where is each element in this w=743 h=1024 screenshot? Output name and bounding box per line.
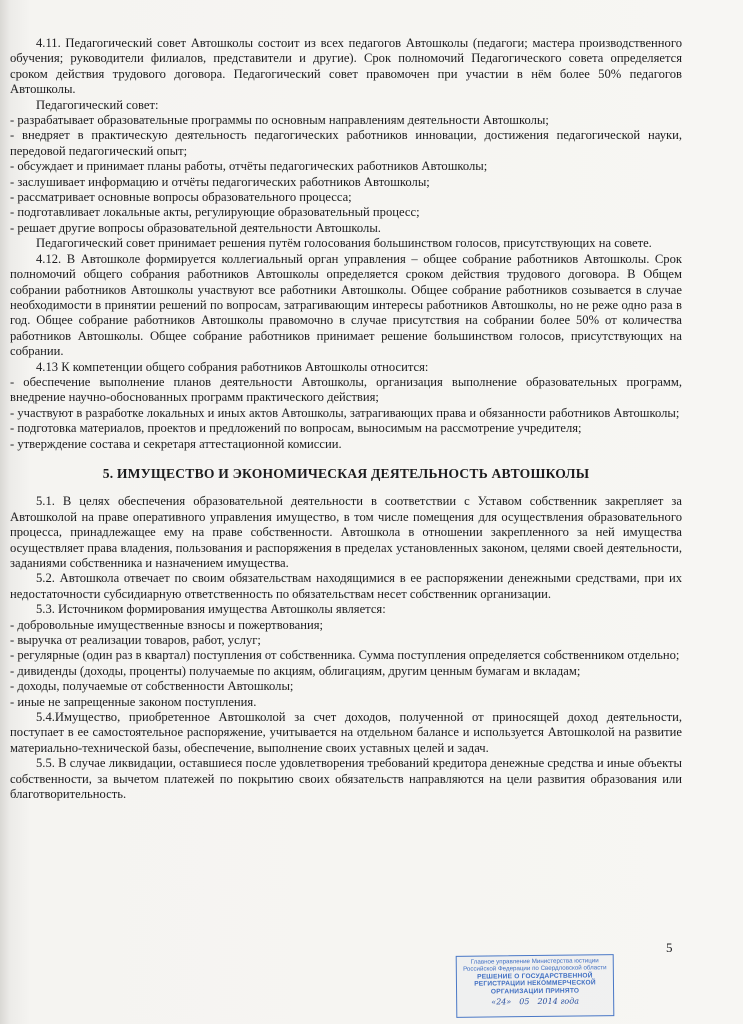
- paragraph: - подготавливает локальные акты, регулирующие образовательный процесс;: [10, 205, 420, 220]
- section-5-text: [10, 494, 682, 802]
- section-4-text: [10, 36, 682, 452]
- stamp-day: «24»: [491, 997, 512, 1007]
- stamp-line: Главное управление Министерства юстиции: [470, 957, 599, 966]
- stamp-line: РЕГИСТРАЦИИ НЕКОММЕРЧЕСКОЙ: [474, 979, 596, 988]
- paragraph: 5.2. Автошкола отвечает по своим обязательствам находящимися в ее распоряжении денежными средствами, при их недостаточности субсидиарную ответственность по обязательствам несет собственник организации.: [10, 571, 682, 601]
- stamp-year: 2014 года: [537, 996, 580, 1007]
- registration-stamp: [456, 954, 615, 1018]
- paragraph: 5.3. Источником формирования имущества Автошколы является:: [36, 602, 386, 617]
- paragraph: 5.1. В целях обеспечения образовательной деятельности в соответствии с Уставом собственник закрепляет за Автошколой на праве оперативного управления имущество, в том числе помещения для осуществления образовательного процесса, принадлежащее ему на праве собственности. Автошкола в отношении закрепленного за ней имущества осуществляет права владения, пользования и распоряжения в пределах установленных законом, целями своей деятельности, заданиями собственника и назначением имущества.: [10, 494, 682, 570]
- paragraph: - доходы, получаемые от собственности Автошколы;: [10, 679, 294, 694]
- paragraph: - разрабатывает образовательные программы по основным направлениям деятельности Автошколы;: [10, 113, 549, 128]
- stamp-line: Российской Федерации по Свердловской области: [463, 964, 607, 974]
- paragraph: - заслушивает информацию и отчёты педагогических работников Автошколы;: [10, 174, 430, 189]
- paragraph: 4.13 К компетенции общего собрания работников Автошколы относится:: [36, 359, 429, 374]
- document-body: [10, 36, 682, 803]
- paragraph: - рассматривает основные вопросы образовательного процесса;: [10, 190, 352, 205]
- stamp-date: [460, 997, 610, 1006]
- paragraph: Педагогический совет принимает решения путём голосования большинством голосов, присутствующих на совете.: [36, 236, 652, 251]
- paragraph: - решает другие вопросы образовательной деятельности Автошколы.: [10, 220, 381, 235]
- page-number: 5: [666, 940, 673, 955]
- paragraph: - обсуждает и принимает планы работы, отчёты педагогических работников Автошколы;: [10, 159, 488, 174]
- paragraph: - внедряет в практическую деятельность педагогических работников инновации, достижения педагогической науки, передовой педагогический опыт;: [10, 128, 682, 158]
- paragraph: - утверждение состава и секретаря аттестационной комиссии.: [10, 436, 342, 451]
- paragraph: - добровольные имущественные взносы и пожертвования;: [10, 617, 323, 632]
- stamp-line: ОРГАНИЗАЦИИ ПРИНЯТО: [490, 987, 580, 996]
- paragraph: - иные не запрещенные законом поступления.: [10, 694, 257, 709]
- paragraph: - регулярные (один раз в квартал) поступления от собственника. Сумма поступления определяется собственником отдельно;: [10, 648, 680, 663]
- paragraph: - участвуют в разработке локальных и иных актов Автошколы, затрагивающих права и обязанности работников Автошколы;: [10, 405, 680, 420]
- paragraph: - обеспечение выполнение планов деятельности Автошколы, организация выполнение образовательных программ, внедрение научно-обоснованных программ практического действия;: [10, 374, 682, 405]
- paragraph: 5.5. В случае ликвидации, оставшиеся после удовлетворения требований кредитора денежные средства и иные объекты собственности, за вычетом платежей по покрытию своих обязательств направляются на цели развития образования или благотворительность.: [10, 756, 682, 802]
- paragraph: 4.11. Педагогический совет Автошколы состоит из всех педагогов Автошколы (педагоги; мастера производственного обучения; руководители филиалов, представители и другие). Срок полномочий Педагогического совета определяется сроком действия трудового договора. Педагогический совет правомочен при участии в нём более 50% педагогов Автошколы.: [10, 36, 682, 97]
- stamp-line: РЕШЕНИЕ О ГОСУДАРСТВЕННОЙ: [477, 972, 593, 981]
- paragraph: - выручка от реализации товаров, работ, услуг;: [10, 633, 261, 648]
- paragraph: - подготовка материалов, проектов и предложений по вопросам, выносимым на рассмотрение учредителя;: [10, 421, 582, 436]
- paragraph: Педагогический совет:: [36, 97, 159, 112]
- paragraph: 4.12. В Автошколе формируется коллегиальный орган управления – общее собрание работников Автошколы. Срок полномочий общего собрания работников Автошколы определяется сроком действия трудового договора. В Общем собрании работников Автошколы участвуют все работники Автошколы. Общее собрание работников созывается в случае необходимости в принятии решений по вопросам, затрагивающим интересы работников Автошколы, но не реже одно раза в год. Общее собрание работников Автошколы правомочно в случае присутствия на собрании более 50% от количества работников Автошколы. Общее собрание работников принимает решение большинством голосов, присутствующих на собрании.: [10, 251, 682, 359]
- stamp-month: 05: [519, 997, 530, 1007]
- section-5-heading: 5. ИМУЩЕСТВО И ЭКОНОМИЧЕСКАЯ ДЕЯТЕЛЬНОСТЬ АВТОШКОЛЫ: [102, 465, 590, 481]
- paragraph: 5.4.Имущество, приобретенное Автошколой за счет доходов, полученной от приносящей доход деятельности, поступает в ее самостоятельное распоряжение, учитывается на отдельном балансе и используется Автошколой на развитие материально-технической базы, обеспечение, выполнение своих уставных целей и задач.: [10, 710, 682, 755]
- paragraph: - дивиденды (доходы, проценты) получаемые по акциям, облигациям, другим ценным бумагам и вкладам;: [10, 663, 581, 678]
